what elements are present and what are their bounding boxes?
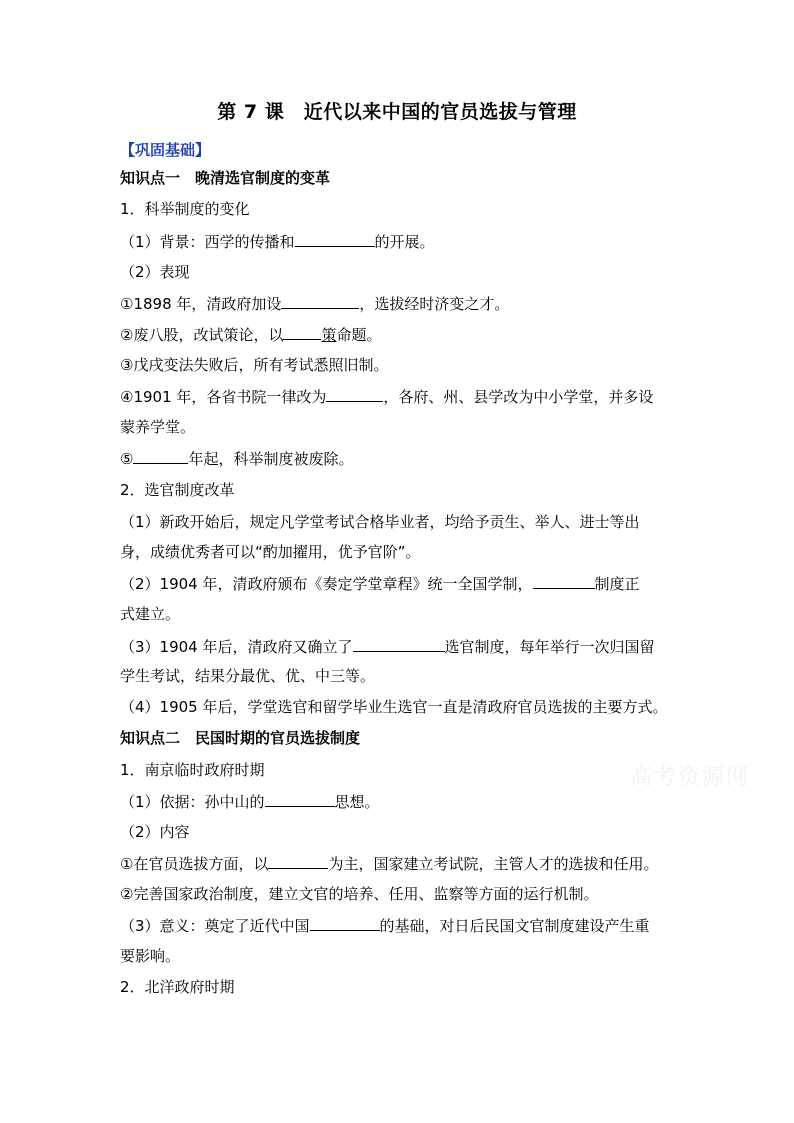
text-segment: ②废八股，改试策论，以 <box>120 326 284 344</box>
kp2-basis-line <box>120 791 680 812</box>
text-segment: 选官制度，每年举行一次归国留 <box>444 638 655 656</box>
kp1-subheading-reform: 2．选官制度改革 <box>120 481 235 499</box>
kp2-subheading-nanjing: 1．南京临时政府时期 <box>120 761 265 779</box>
kp1-item-4 <box>120 386 680 407</box>
kp1-reform-4: （4）1905 年后，学堂选官和留学毕业生选官一直是清政府官员选拔的主要方式。 <box>120 698 668 716</box>
fill-blank[interactable] <box>283 324 321 340</box>
text-segment: ，选拔经时济变之才。 <box>359 295 510 313</box>
text-segment: （2）1904 年，清政府颁布《奏定学堂章程》统一全国学制， <box>120 575 533 593</box>
fill-blank[interactable] <box>295 231 375 247</box>
kp1-reform-3-cont: 学生考试，结果分最优、优、中三等。 <box>120 667 376 685</box>
text-segment: ⑤ <box>120 450 134 468</box>
fill-blank[interactable] <box>310 915 380 931</box>
kp1-reform-1: （1）新政开始后，规定凡学堂考试合格毕业者，均给予贡生、举人、进士等出 <box>120 513 640 531</box>
kp2-item-2: ②完善国家政治制度，建立文官的培养、任用、监察等方面的运行机制。 <box>120 885 599 903</box>
text-segment: 为主，国家建立考试院，主管人才的选拔和任用。 <box>328 855 659 873</box>
text-segment: （3）意义：奠定了近代中国 <box>120 917 310 935</box>
text-segment: （3）1904 年后，清政府又确立了 <box>120 638 353 656</box>
kp2-significance-line <box>120 915 680 936</box>
fill-blank[interactable] <box>268 853 328 869</box>
text-segment: 的开展。 <box>374 233 435 251</box>
kp1-item-5 <box>120 448 680 469</box>
kp2-heading: 知识点二 民国时期的官员选拔制度 <box>120 729 361 747</box>
text-segment: ④1901 年，各省书院一律改为 <box>120 388 327 406</box>
text-segment: ，各府、州、县学改为中小学堂，并多设 <box>383 388 654 406</box>
kp2-content-label: （2）内容 <box>120 823 190 841</box>
kp1-heading: 知识点一 晚清选官制度的变革 <box>120 169 331 187</box>
kp1-subheading-keju: 1．科举制度的变化 <box>120 200 250 218</box>
text-segment: 制度正 <box>594 575 640 593</box>
text-segment: 年起，科举制度被废除。 <box>188 450 354 468</box>
kp1-background-line <box>120 231 680 252</box>
text-segment: （1）背景：西学的传播和 <box>120 233 295 251</box>
kp1-reform-3 <box>120 636 680 657</box>
fill-blank[interactable] <box>265 791 335 807</box>
page-title: 第 7 课 近代以来中国的官员选拔与管理 <box>217 101 577 123</box>
kp2-item-1 <box>120 853 680 874</box>
kp1-item-3: ③戊戌变法失败后，所有考试悉照旧制。 <box>120 356 389 374</box>
kp1-reform-2 <box>120 573 680 594</box>
underlined-text: 策 <box>321 326 337 344</box>
text-segment: ①在官员选拔方面，以 <box>120 855 269 873</box>
kp2-subheading-beiyang: 2．北洋政府时期 <box>120 978 235 996</box>
watermark: 高考资源网 <box>630 765 751 790</box>
fill-blank[interactable] <box>353 636 445 652</box>
fill-blank[interactable] <box>133 448 188 464</box>
kp1-item-4-cont: 蒙养学堂。 <box>120 418 196 436</box>
text-segment: 的基础，对日后民国文官制度建设产生重 <box>379 917 650 935</box>
text-segment: 命题。 <box>336 326 382 344</box>
section-label: 【巩固基础】 <box>120 141 211 159</box>
fill-blank[interactable] <box>326 386 383 402</box>
kp1-reform-2-cont: 式建立。 <box>120 605 181 623</box>
text-segment: 思想。 <box>334 793 380 811</box>
text-segment: （1）依据：孙中山的 <box>120 793 265 811</box>
kp1-manifestation-label: （2）表现 <box>120 263 190 281</box>
fill-blank[interactable] <box>533 573 595 589</box>
fill-blank[interactable] <box>281 293 359 309</box>
text-segment: ①1898 年，清政府加设 <box>120 295 282 313</box>
kp1-item-1 <box>120 293 680 314</box>
kp2-significance-cont: 要影响。 <box>120 947 181 965</box>
kp1-reform-1-cont: 身，成绩优秀者可以“酌加擢用，优予官阶”。 <box>120 543 421 561</box>
kp1-item-2 <box>120 324 680 345</box>
